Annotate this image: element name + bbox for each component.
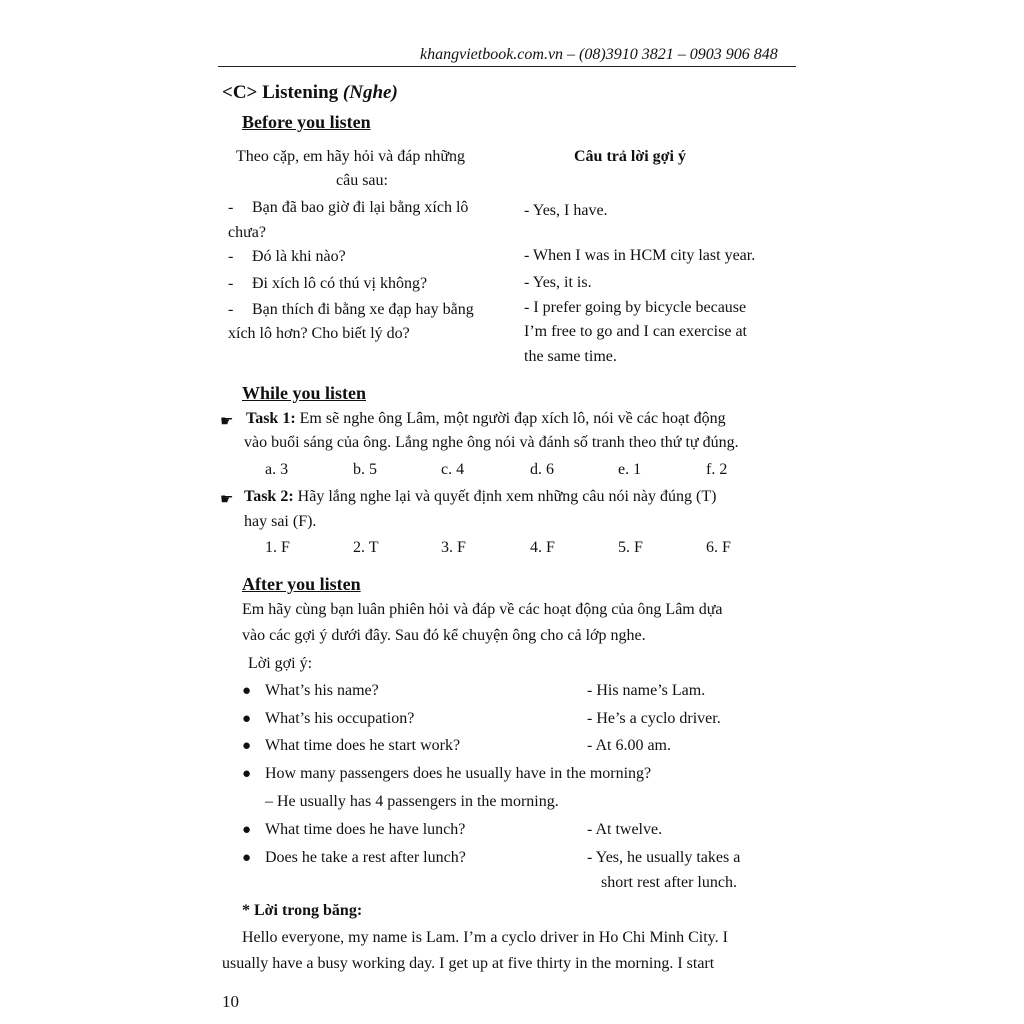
hint-answer-6-line-2: short rest after lunch. xyxy=(601,874,737,891)
answer-4-line-1: - I prefer going by bicycle because xyxy=(524,299,747,316)
task-1-answer: f. 2 xyxy=(706,461,728,478)
bullet-icon: ● xyxy=(242,683,252,699)
bullet-icon: ● xyxy=(242,738,252,754)
hint-answer-6-line-1: - Yes, he usually takes a xyxy=(587,849,741,866)
question-3: Đi xích lô có thú vị không? xyxy=(252,275,428,292)
running-header: khangvietbook.com.vn – (08)3910 3821 – 0903 906 848 xyxy=(420,46,778,63)
task-2-label: Task 2: xyxy=(244,488,294,505)
question-1-line-2: chưa? xyxy=(228,224,266,241)
task-1-line-2: vào buổi sáng của ông. Lắng nghe ông nói và đánh số tranh theo thứ tự đúng. xyxy=(244,434,739,451)
page-number: 10 xyxy=(222,992,239,1011)
task-1-text: Em sẽ nghe ông Lâm, một người đạp xích lô, nói về các hoạt động xyxy=(295,410,726,427)
hint-question-1: What’s his name? xyxy=(265,682,379,699)
task-2-line-2: hay sai (F). xyxy=(244,513,317,530)
after-heading: After you listen xyxy=(242,574,361,594)
section-title xyxy=(222,82,398,104)
task-1-line-1 xyxy=(246,410,726,428)
transcript-line-1: Hello everyone, my name is Lam. I’m a cyclo driver in Ho Chi Minh City. I xyxy=(242,929,728,946)
hint-answer-3: - At 6.00 am. xyxy=(587,737,671,754)
q4-dash: - xyxy=(228,301,234,318)
hint-question-6: Does he take a rest after lunch? xyxy=(265,849,466,866)
hint-answer-5: - At twelve. xyxy=(587,821,663,838)
task-1-answer: b. 5 xyxy=(353,461,377,478)
task-2-answer: 3. F xyxy=(441,539,466,556)
transcript-heading: * Lời trong băng: xyxy=(242,902,363,919)
bullet-icon: ● xyxy=(242,766,252,782)
pointing-hand-icon: ☛ xyxy=(220,492,234,508)
hint-answer-2: - He’s a cyclo driver. xyxy=(587,710,721,727)
before-heading: Before you listen xyxy=(242,112,371,132)
bullet-icon: ● xyxy=(242,850,252,866)
q2-dash: - xyxy=(228,248,234,265)
hint-label: Lời gợi ý: xyxy=(248,655,313,672)
task-2-answer: 2. T xyxy=(353,539,379,556)
question-4-line-1: Bạn thích đi bằng xe đạp hay bằng xyxy=(252,301,474,318)
while-heading: While you listen xyxy=(242,383,367,403)
question-4-line-2: xích lô hơn? Cho biết lý do? xyxy=(228,325,410,342)
hint-question-5: What time does he have lunch? xyxy=(265,821,466,838)
before-intro-line-2: câu sau: xyxy=(336,172,388,189)
task-2-answer: 1. F xyxy=(265,539,290,556)
answer-2: - When I was in HCM city last year. xyxy=(524,247,756,264)
before-intro-line-1: Theo cặp, em hãy hỏi và đáp những xyxy=(236,148,466,165)
after-text-line-1: Em hãy cùng bạn luân phiên hỏi và đáp về các hoạt động của ông Lâm dựa xyxy=(242,601,723,618)
hint-answer-4: – He usually has 4 passengers in the morning. xyxy=(265,793,559,810)
answers-heading: Câu trả lời gợi ý xyxy=(574,148,686,165)
transcript-line-2: usually have a busy working day. I get up at five thirty in the morning. I start xyxy=(222,955,715,972)
task-1-answer: a. 3 xyxy=(265,461,289,478)
task-1-answer: e. 1 xyxy=(618,461,642,478)
q1-dash: - xyxy=(228,199,234,216)
task-1-answer: d. 6 xyxy=(530,461,554,478)
bullet-icon: ● xyxy=(242,711,252,727)
answer-3: - Yes, it is. xyxy=(524,274,592,291)
hint-question-4: How many passengers does he usually have in the morning? xyxy=(265,765,652,782)
after-text-line-2: vào các gợi ý dưới đây. Sau đó kể chuyện ông cho cả lớp nghe. xyxy=(242,627,646,644)
answer-1: - Yes, I have. xyxy=(524,202,608,219)
task-2-text: Hãy lắng nghe lại và quyết định xem những câu nói này đúng (T) xyxy=(293,488,717,505)
bullet-icon: ● xyxy=(242,822,252,838)
hint-question-2: What’s his occupation? xyxy=(265,710,415,727)
q3-dash: - xyxy=(228,275,234,292)
question-1-line-1: Bạn đã bao giờ đi lại bằng xích lô xyxy=(252,199,469,216)
pointing-hand-icon: ☛ xyxy=(220,414,234,430)
task-2-answer: 5. F xyxy=(618,539,643,556)
header-rule xyxy=(218,66,796,67)
question-2: Đó là khi nào? xyxy=(252,248,346,265)
answer-4-line-2: I’m free to go and I can exercise at xyxy=(524,323,747,340)
task-1-answer: c. 4 xyxy=(441,461,465,478)
task-2-answer: 4. F xyxy=(530,539,555,556)
section-title-main: <C> Listening xyxy=(222,82,343,103)
answer-4-line-3: the same time. xyxy=(524,348,617,365)
task-2-answer: 6. F xyxy=(706,539,731,556)
task-1-label: Task 1: xyxy=(246,410,296,427)
hint-answer-1: - His name’s Lam. xyxy=(587,682,706,699)
section-title-italic: (Nghe) xyxy=(342,82,398,103)
task-2-line-1 xyxy=(244,488,716,506)
hint-question-3: What time does he start work? xyxy=(265,737,461,754)
